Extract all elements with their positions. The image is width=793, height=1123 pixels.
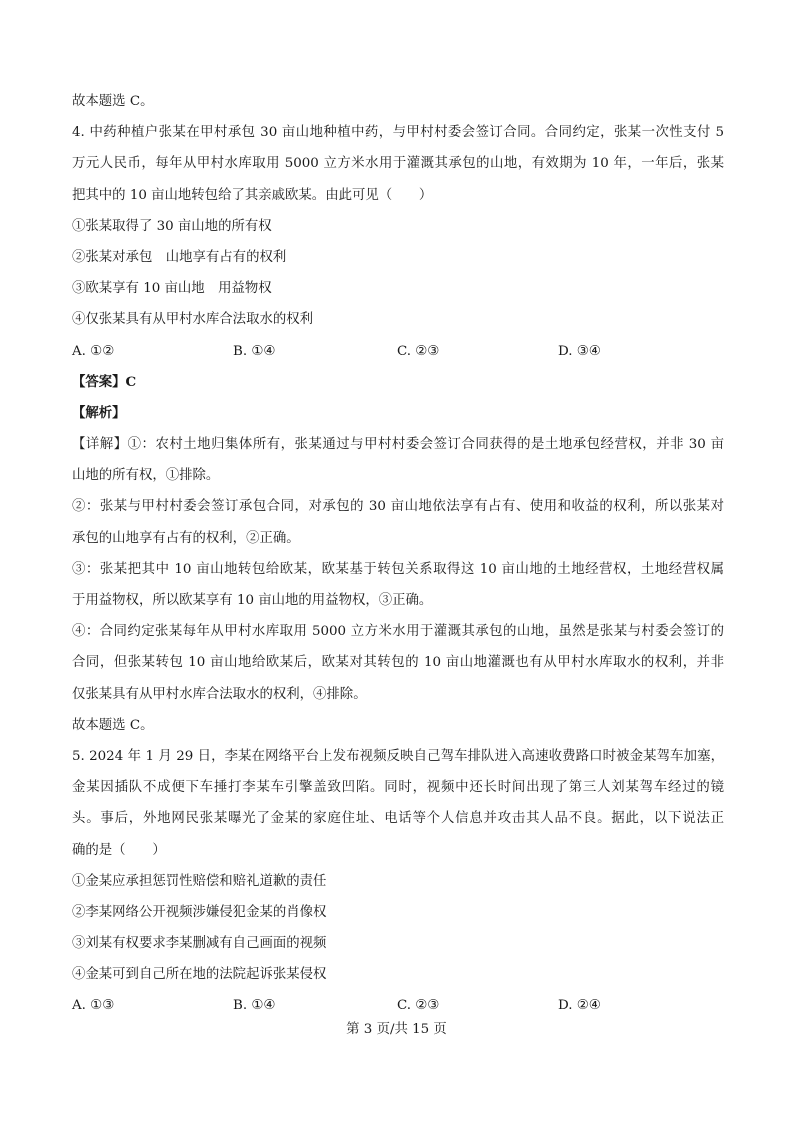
analysis-4-line-2: 合同，但张某转包 10 亩山地给欧某后，欧某对其转包的 10 亩山地灌溉也有从甲村水库取水的权利，并非 [72, 655, 724, 671]
question-4-statement-2: ②张某对承包 山地享有占有的权利 [72, 249, 287, 265]
question-5-line-1: 5. 2024 年 1 月 29 日，李某在网络平台上发布视频反映自己驾车排队进入高速收费路口时被金某驾车加塞， [72, 748, 724, 764]
analysis-4-line-1: ④：合同约定张某每年从甲村水库取用 5000 立方米水用于灌溉其承包的山地，虽然是张某与村委会签订的 [72, 624, 724, 640]
analysis-1-line-1: 【详解】①：农村土地归集体所有，张某通过与甲村村委会签订合同获得的是土地承包经营权，并非 30 亩 [72, 437, 724, 453]
question-5-options [72, 990, 724, 1021]
analysis-2-line-1: ②：张某与甲村村委会签订承包合同，对承包的 30 亩山地依法享有占有、使用和收益的权利，所以张某对 [72, 499, 724, 515]
question-5-line-3: 头。事后，外地网民张某曝光了金某的家庭住址、电话等个人信息并攻击其人品不良。据此，以下说法正 [72, 811, 724, 827]
question-4-statement-4: ④仅张某具有从甲村水库合法取水的权利 [72, 312, 314, 328]
question-4-options [72, 336, 724, 367]
question-5-statement-4: ④金某可到自己所在地的法院起诉张某侵权 [72, 967, 327, 983]
question-5-statement-1: ①金某应承担惩罚性赔偿和赔礼道歉的责任 [72, 873, 327, 889]
analysis-1-line-2: 山地的所有权，①排除。 [72, 468, 220, 484]
question-5-line-4: 确的是（ ） [72, 842, 166, 858]
option-d: D. ②④ [558, 998, 601, 1014]
option-a: A. ①③ [72, 998, 115, 1014]
analysis-label: 【解析】 [72, 404, 126, 421]
option-c: C. ②③ [397, 343, 440, 359]
option-c: C. ②③ [397, 998, 440, 1014]
page-footer: 第 3 页/共 15 页 [346, 1022, 447, 1037]
document-body [72, 86, 724, 1022]
question-4-line-1: 4. 中药种植户张某在甲村承包 30 亩山地种植中药，与甲村村委会签订合同。合同约定，张某一次性支付 5 [72, 125, 724, 141]
analysis-3-line-2: 于用益物权，所以欧某享有 10 亩山地的用益物权，③正确。 [72, 593, 433, 608]
question-5-statement-2: ②李某网络公开视频涉嫌侵犯金某的肖像权 [72, 904, 327, 920]
analysis-3-line-1: ③：张某把其中 10 亩山地转包给欧某，欧某基于转包关系取得这 10 亩山地的土地经营权，土地经营权属 [72, 561, 724, 577]
question-5-statement-3: ③刘某有权要求李某删减有自己画面的视频 [72, 936, 327, 952]
option-a: A. ①② [72, 343, 115, 359]
analysis-2-line-2: 承包的山地享有占有的权利，②正确。 [72, 530, 300, 546]
conclusion-previous: 故本题选 C。 [72, 94, 154, 109]
question-4-line-2: 万元人民币，每年从甲村水库取用 5000 立方米水用于灌溉其承包的山地，有效期为 10 年，一年后，张某 [72, 156, 724, 172]
option-b: B. ①④ [233, 343, 276, 359]
answer-label: 【答案】C [72, 373, 137, 390]
question-5-line-2: 金某因插队不成便下车捶打李某车引擎盖致凹陷。同时，视频中还长时间出现了第三人刘某驾车经过的镜 [72, 780, 724, 796]
question-4-line-3: 把其中的 10 亩山地转包给了其亲戚欧某。由此可见（ ） [72, 187, 433, 203]
question-4-statement-1: ①张某取得了 30 亩山地的所有权 [72, 218, 272, 234]
analysis-4-line-3: 仅张某具有从甲村水库合法取水的权利，④排除。 [72, 686, 367, 702]
question-4-statement-3: ③欧某享有 10 亩山地 用益物权 [72, 281, 272, 297]
conclusion: 故本题选 C。 [72, 717, 154, 733]
option-b: B. ①④ [233, 998, 276, 1014]
option-d: D. ③④ [558, 343, 601, 359]
